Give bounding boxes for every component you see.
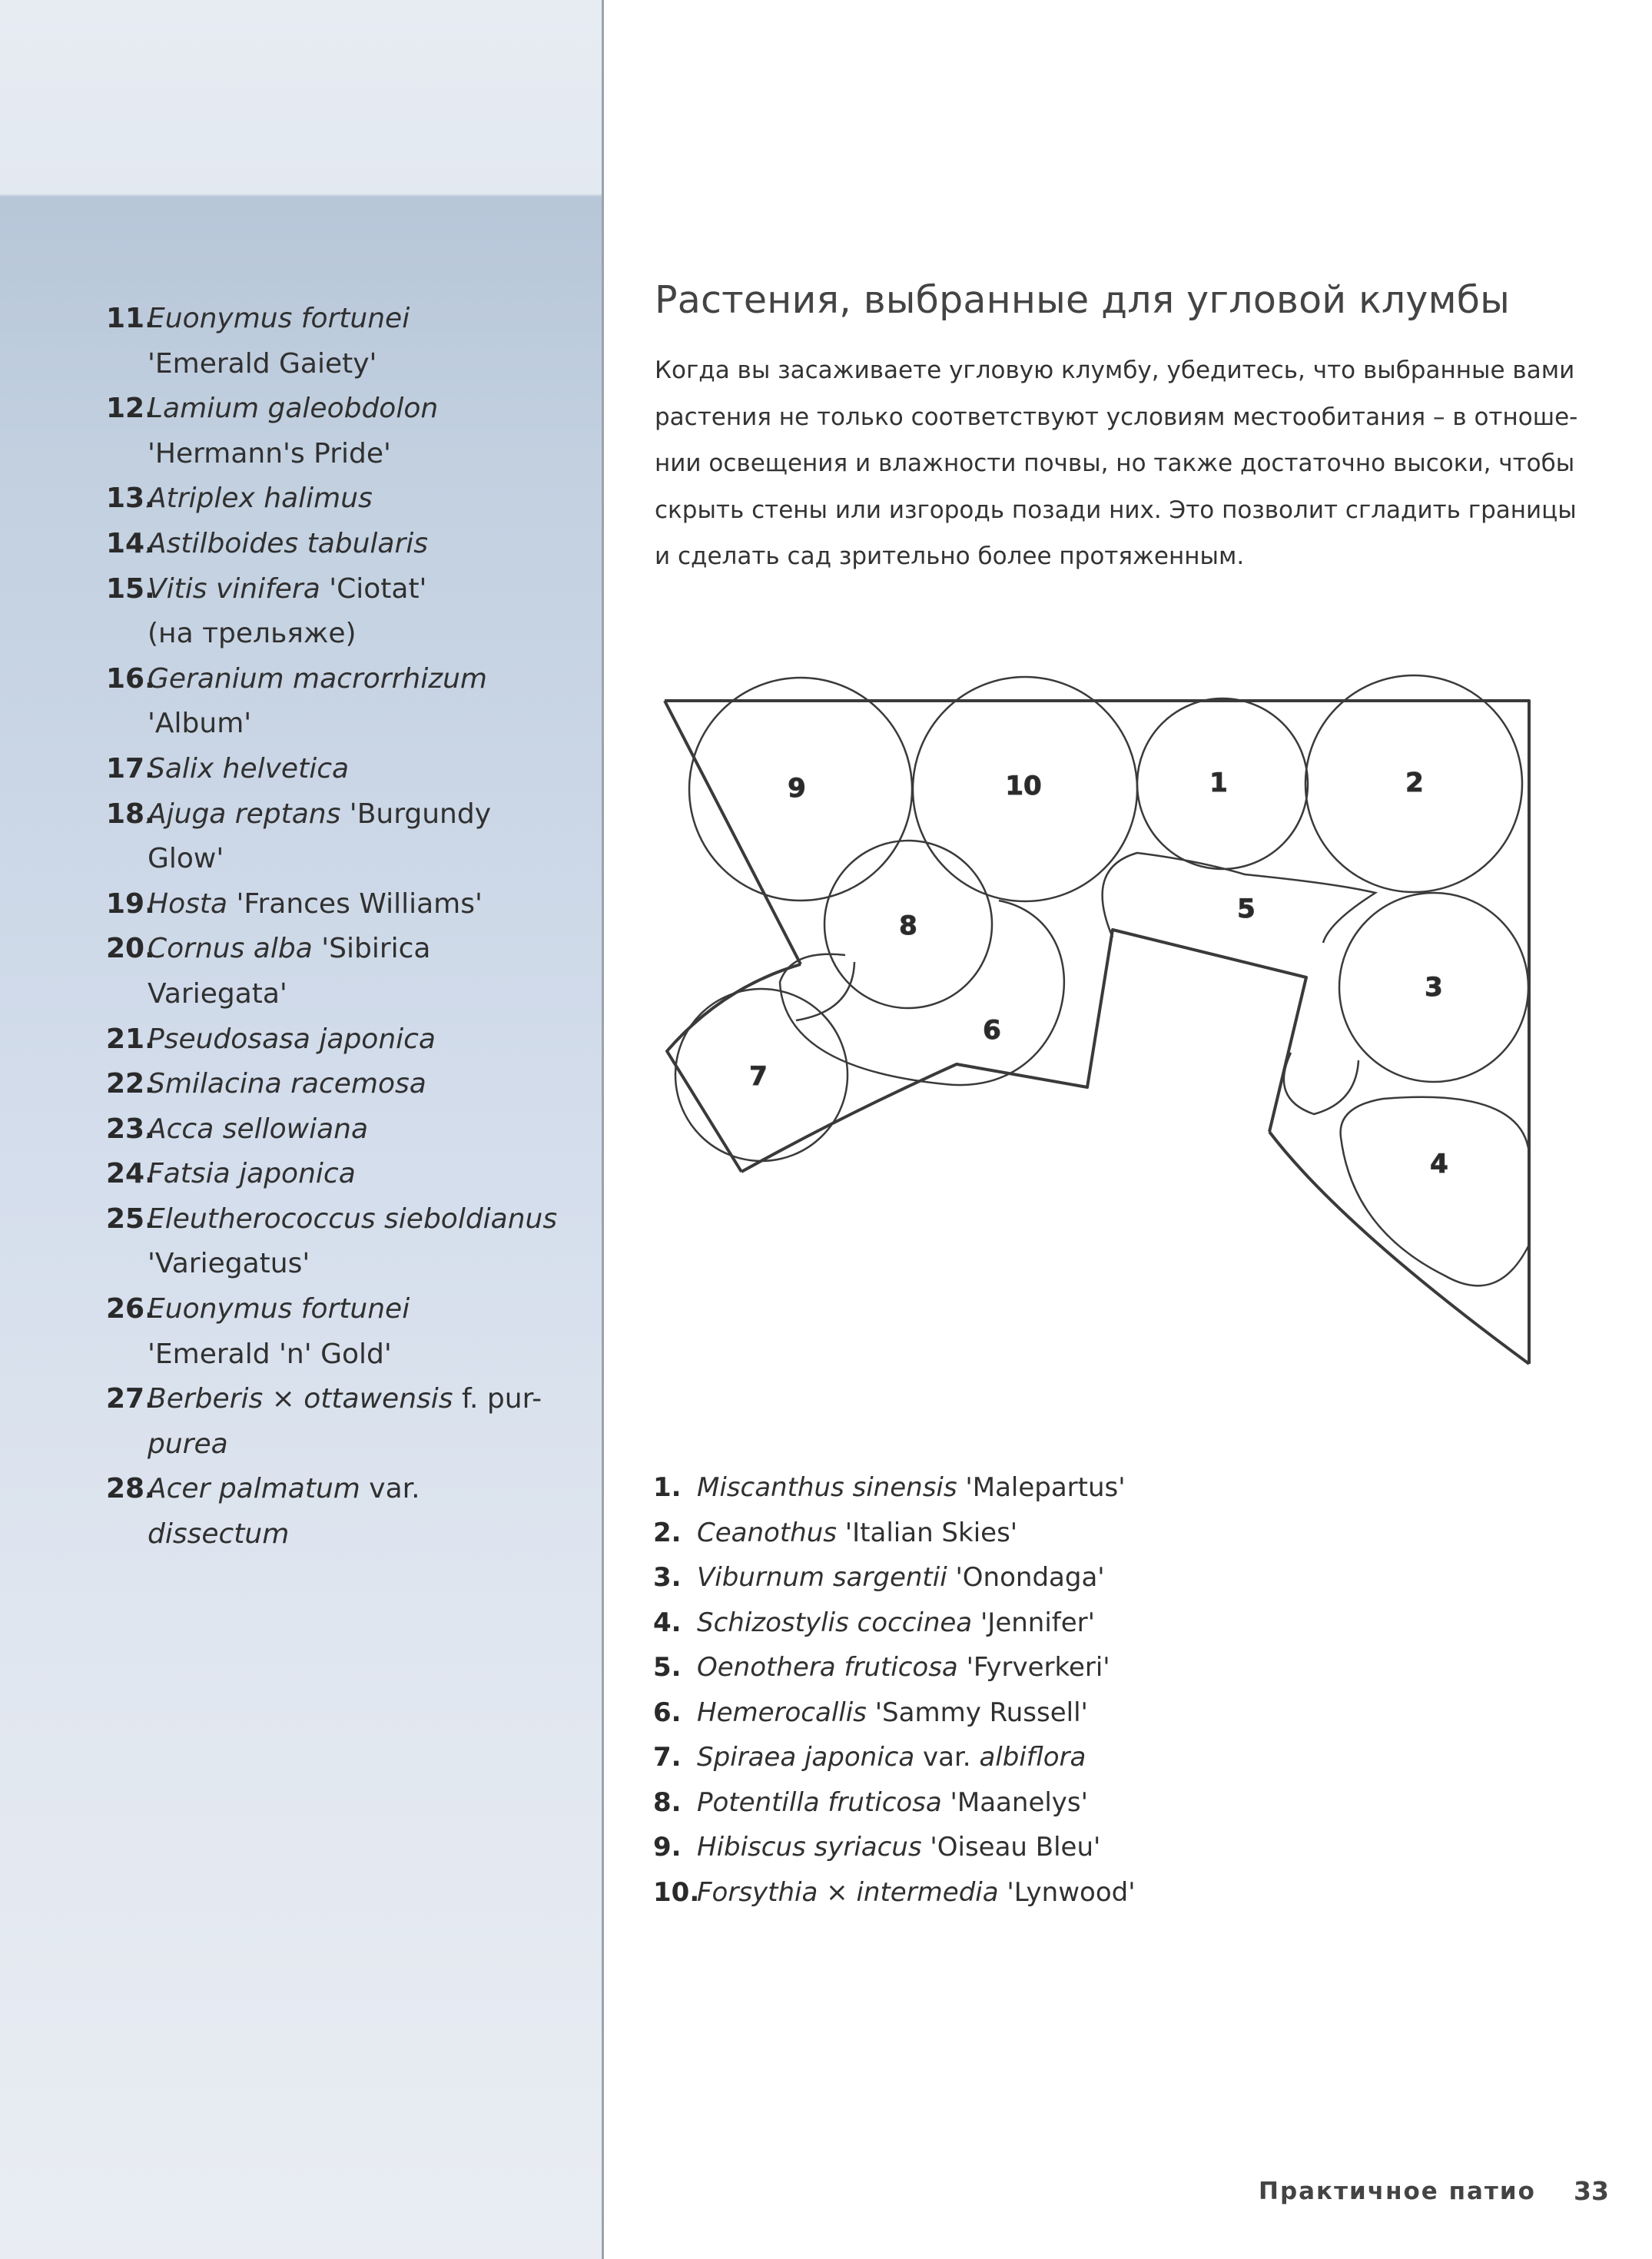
plant-latin-name: Potentilla fruticosa [697, 1786, 942, 1818]
item-number: 15. [106, 572, 155, 605]
plant-list-right [653, 1465, 1537, 1915]
plant-cultivar: 'Hermann's Pride' [148, 437, 391, 469]
list-item [653, 1780, 1537, 1826]
plant-note: (на трельяже) [148, 618, 357, 650]
plant-latin-name: Oenothera fruticosa [697, 1652, 958, 1683]
plant-latin-name: Pseudosasa japonica [148, 1023, 436, 1055]
plant-shape-6 [796, 962, 854, 1020]
diagram-label-10: 10 [1005, 771, 1042, 801]
plant-cultivar: 'Frances Williams' [227, 887, 483, 920]
bed-outline-left [665, 701, 801, 964]
item-number: 3. [653, 1562, 682, 1593]
bed-outline-curve [1269, 1132, 1529, 1364]
item-number: 19. [106, 887, 155, 920]
plant-latin-name: purea [148, 1428, 228, 1460]
plant-variety-word: var. [914, 1742, 980, 1773]
plant-cultivar: 'Album' [148, 708, 252, 740]
diagram-label-7: 7 [749, 1061, 768, 1092]
plant-cultivar: 'Malepartus' [957, 1472, 1126, 1503]
plant-cultivar: 'Onondaga' [947, 1562, 1105, 1593]
item-number: 28. [106, 1473, 155, 1505]
plant-latin-name: Spiraea japonica [697, 1742, 915, 1773]
item-number: 17. [106, 752, 155, 785]
plant-latin-name: Viburnum sargentii [697, 1562, 947, 1593]
plant-latin-name: Miscanthus sinensis [697, 1472, 957, 1503]
plant-cultivar: 'Lynwood' [998, 1876, 1136, 1908]
plant-latin-name: Atriplex halimus [148, 483, 373, 515]
plant-cultivar: 'Maanelys' [941, 1786, 1088, 1818]
item-number: 25. [106, 1202, 155, 1235]
plant-latin-name: Hemerocallis [697, 1697, 867, 1728]
list-item [653, 1825, 1537, 1870]
item-number: 5. [653, 1652, 682, 1683]
running-footer-title: Практичное патио [1259, 2178, 1536, 2205]
item-number: 27. [106, 1383, 155, 1415]
plant-latin-name: Schizostylis coccinea [697, 1607, 973, 1638]
item-number: 22. [106, 1068, 155, 1100]
diagram-label-9: 9 [788, 773, 806, 804]
diagram-label-4: 4 [1430, 1149, 1448, 1179]
item-number: 24. [106, 1158, 155, 1190]
item-number: 16. [106, 662, 155, 695]
plant-form: f. pur- [453, 1383, 542, 1415]
plant-latin-name: ottawensis [304, 1383, 453, 1415]
hybrid-sign: × [263, 1383, 304, 1415]
plant-cultivar: 'Jennifer' [972, 1607, 1095, 1638]
list-item [653, 1870, 1537, 1916]
list-item [653, 1601, 1537, 1646]
page-number: 33 [1574, 2176, 1609, 2206]
diagram-label-2: 2 [1405, 768, 1424, 798]
plant-cultivar: 'Sammy Russell' [866, 1697, 1088, 1728]
list-item [653, 1465, 1537, 1511]
diagram-label-6: 6 [983, 1015, 1001, 1046]
plant-latin-name: Ajuga reptans [148, 798, 341, 830]
plant-latin-name: Lamium galeobdolon [148, 393, 439, 425]
plant-cultivar: 'Fyrverkeri' [957, 1652, 1110, 1683]
intro-line: Когда вы засаживаете угловую клумбу, убедитесь, что выбранные вами [655, 357, 1575, 384]
plant-latin-name: Astilboides tabularis [148, 527, 429, 559]
plant-latin-name: Smilacina racemosa [148, 1068, 426, 1100]
diagram-label-1: 1 [1209, 768, 1228, 798]
page-title: Растения, выбранные для угловой клумбы [655, 278, 1511, 322]
diagram-label-5: 5 [1237, 894, 1256, 924]
plant-cultivar: 'Emerald 'n' Gold' [148, 1338, 392, 1370]
plant-latin-name: intermedia [856, 1876, 999, 1908]
intro-line: скрыть стены или изгородь позади них. Это позволит сгладить границы [655, 496, 1577, 524]
plant-cultivar: 'Emerald Gaiety' [148, 347, 377, 380]
plant-latin-name: Hosta [148, 887, 228, 920]
plant-latin-name: Berberis [148, 1383, 264, 1415]
bed-outline-inner [741, 930, 1306, 1172]
list-item [653, 1511, 1537, 1556]
plant-latin-name: Hibiscus syriacus [697, 1832, 922, 1863]
item-number: 23. [106, 1113, 155, 1145]
intro-line: нии освещения и влажности почвы, но также достаточно высоки, чтобы [655, 449, 1575, 477]
item-number: 1. [653, 1472, 682, 1503]
item-number: 11. [106, 303, 155, 334]
item-number: 10. [653, 1876, 700, 1908]
plant-latin-name: Eleutherococcus sieboldianus [148, 1202, 558, 1235]
plant-latin-name: Geranium macrorrhizum [148, 662, 488, 695]
plant-cultivar: 'Italian Skies' [837, 1517, 1018, 1548]
plant-cultivar: 'Variegatus' [148, 1248, 310, 1280]
list-item [653, 1690, 1537, 1736]
plant-latin-name: Fatsia japonica [148, 1158, 356, 1190]
item-number: 14. [106, 527, 155, 559]
plant-latin-name: Cornus alba [148, 933, 313, 965]
item-number: 26. [106, 1293, 155, 1325]
plant-shape-6 [780, 901, 1064, 1085]
item-number: 8. [653, 1786, 682, 1818]
plant-latin-name: Salix helvetica [148, 752, 350, 785]
item-number: 4. [653, 1607, 682, 1638]
item-number: 7. [653, 1742, 682, 1773]
item-number: 6. [653, 1697, 682, 1728]
item-number: 2. [653, 1517, 682, 1548]
list-item [653, 1735, 1537, 1780]
plant-latin-name: Acca sellowiana [148, 1113, 369, 1145]
item-number: 13. [106, 483, 155, 515]
hybrid-sign: × [818, 1876, 857, 1908]
plant-cultivar: 'Burgundy Glow' [148, 798, 492, 875]
plant-latin-name: Euonymus fortunei [148, 303, 410, 334]
intro-line: растения не только соответствуют условиям местообитания – в отноше- [655, 403, 1578, 431]
item-number: 20. [106, 933, 155, 965]
plant-latin-name: albiflora [979, 1742, 1086, 1773]
plant-latin-name: Acer palmatum [148, 1473, 360, 1505]
plant-shape-4 [1341, 1097, 1529, 1286]
plant-latin-name: Vitis vinifera [148, 572, 320, 605]
intro-line: и сделать сад зрительно более протяженным. [655, 542, 1245, 570]
list-item [653, 1645, 1537, 1690]
plant-latin-name: Forsythia [697, 1876, 818, 1908]
plant-cultivar: 'Oiseau Bleu' [921, 1832, 1101, 1863]
diagram-label-8: 8 [899, 911, 917, 941]
item-number: 18. [106, 798, 155, 830]
plant-latin-name: Ceanothus [697, 1517, 837, 1548]
plant-cultivar: 'Ciotat' [320, 572, 427, 605]
plant-cultivar: 'Sibirica Variegata' [148, 933, 431, 1010]
plant-latin-name: dissectum [148, 1518, 290, 1551]
plant-variety-word: var. [360, 1473, 420, 1505]
item-number: 9. [653, 1832, 682, 1863]
diagram-label-3: 3 [1425, 972, 1443, 1003]
item-number: 12. [106, 393, 155, 425]
plant-shape-3b [1284, 1053, 1358, 1114]
list-item [653, 1555, 1537, 1601]
item-number: 21. [106, 1023, 155, 1055]
plant-latin-name: Euonymus fortunei [148, 1293, 410, 1325]
